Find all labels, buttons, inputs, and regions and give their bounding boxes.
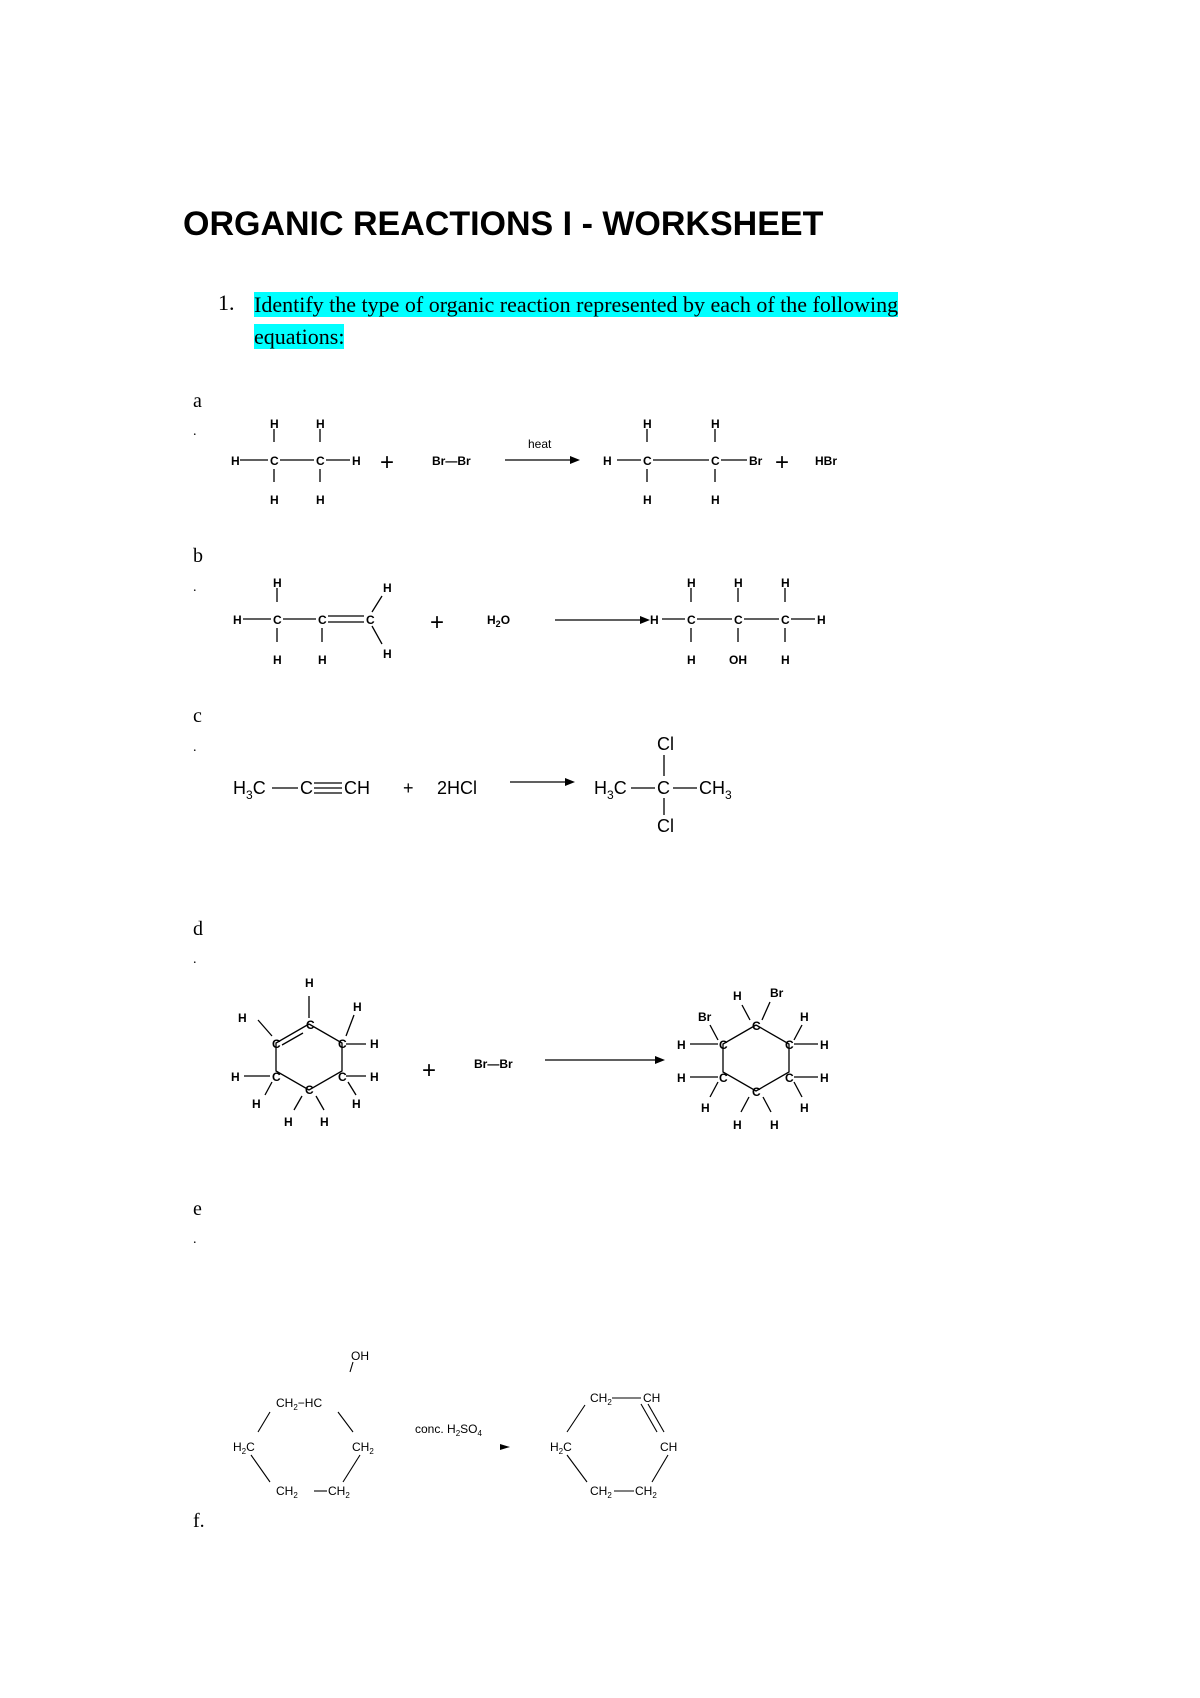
reaction-a-plus-1: +: [380, 449, 395, 476]
svg-text:H: H: [677, 1071, 686, 1085]
svg-text:CH: CH: [643, 1391, 661, 1405]
svg-text:Cl: Cl: [657, 734, 674, 754]
svg-text:C: C: [719, 1071, 728, 1085]
svg-text:H: H: [383, 647, 392, 661]
svg-text:CH: CH: [344, 778, 370, 798]
svg-text:H: H: [383, 581, 392, 595]
svg-text:C: C: [657, 778, 670, 798]
svg-text:C: C: [305, 1083, 314, 1097]
svg-text:C: C: [338, 1037, 347, 1051]
svg-text:H: H: [800, 1101, 809, 1115]
svg-text:C: C: [781, 613, 790, 627]
reaction-b-plus: +: [430, 609, 445, 636]
reaction-c-plus: +: [403, 778, 414, 798]
svg-text:OH: OH: [729, 653, 747, 667]
svg-text:H: H: [316, 493, 325, 507]
reaction-e-reactant-cyclohexanol: [233, 1349, 374, 1500]
svg-text:CH3: $CH_3$: [699, 778, 732, 802]
svg-text:H: H: [231, 454, 240, 468]
reaction-d-plus: +: [422, 1057, 437, 1084]
svg-text:H: H: [650, 613, 659, 627]
reaction-a-reagent: Br—Br: [432, 454, 471, 468]
svg-text:C: C: [785, 1038, 794, 1052]
svg-text:H: H: [770, 1118, 779, 1132]
part-marker-b: .: [193, 580, 197, 595]
reaction-e-arrow-icon: [500, 1444, 510, 1450]
svg-text:H: H: [733, 1118, 742, 1132]
svg-text:H: H: [781, 653, 790, 667]
svg-text:C: C: [643, 454, 652, 468]
reaction-b-reagent: $H_2O$: [487, 613, 511, 629]
reaction-d-reagent: Br—Br: [474, 1057, 513, 1071]
svg-text:C: C: [272, 1070, 281, 1084]
part-marker-e: .: [193, 1232, 197, 1247]
svg-text:H: H: [711, 493, 720, 507]
svg-text:H: H: [238, 1011, 247, 1025]
svg-text:C: C: [273, 613, 282, 627]
svg-text:C: C: [366, 613, 375, 627]
svg-text:H: H: [233, 613, 242, 627]
svg-text:Br: Br: [698, 1010, 712, 1024]
svg-text:H: H: [733, 989, 742, 1003]
svg-text:C: C: [300, 778, 313, 798]
part-marker-a: .: [193, 424, 197, 439]
svg-text:H: H: [820, 1038, 829, 1052]
svg-text:C: C: [719, 1038, 728, 1052]
svg-text:H: H: [270, 493, 279, 507]
svg-text:CH2: $CH_2$: [635, 1484, 657, 1500]
svg-text:H: H: [817, 613, 826, 627]
svg-text:H3C: $H_3C$: [233, 778, 266, 802]
question-number: 1.: [218, 290, 235, 315]
svg-text:H: H: [252, 1097, 261, 1111]
svg-text:OH: OH: [351, 1349, 369, 1363]
svg-text:H: H: [820, 1071, 829, 1085]
part-label-a: a: [193, 390, 202, 412]
svg-text:H: H: [701, 1101, 710, 1115]
svg-text:C: C: [687, 613, 696, 627]
svg-text:CH: CH: [660, 1440, 678, 1454]
svg-text:C: C: [338, 1070, 347, 1084]
reaction-c-reagent: 2HCl: [437, 778, 478, 798]
svg-text:H3C: $H_3C$: [594, 778, 627, 802]
svg-text:C: C: [711, 454, 720, 468]
svg-text:C: C: [318, 613, 327, 627]
svg-text:CH2−HC: $CH_2-HC$: [276, 1396, 323, 1412]
svg-text:C: C: [752, 1019, 761, 1033]
svg-text:Br: Br: [770, 986, 784, 1000]
svg-text:H: H: [781, 576, 790, 590]
svg-text:H: H: [687, 653, 696, 667]
svg-text:Br: Br: [749, 454, 763, 468]
svg-text:H: H: [370, 1037, 379, 1051]
svg-text:C: C: [316, 454, 325, 468]
svg-text:H: H: [643, 417, 652, 431]
svg-text:CH2: $CH_2$: [590, 1391, 612, 1407]
svg-text:C: C: [270, 454, 279, 468]
svg-text:H: H: [316, 417, 325, 431]
svg-text:H: H: [273, 653, 282, 667]
svg-text:CH2: $CH_2$: [352, 1440, 374, 1456]
svg-text:Cl: Cl: [657, 816, 674, 836]
svg-text:C: C: [306, 1018, 315, 1032]
svg-text:H: H: [305, 976, 314, 990]
page-title: ORGANIC REACTIONS I - WORKSHEET: [183, 205, 824, 243]
svg-text:H: H: [643, 493, 652, 507]
part-label-c: c: [193, 705, 202, 727]
svg-text:H: H: [800, 1010, 809, 1024]
svg-text:H: H: [270, 417, 279, 431]
svg-text:H: H: [231, 1070, 240, 1084]
svg-text:CH2: $CH_2$: [328, 1484, 350, 1500]
svg-text:C: C: [752, 1085, 761, 1099]
svg-text:H: H: [320, 1115, 329, 1129]
svg-text:C: C: [734, 613, 743, 627]
svg-text:CH2: $CH_2$: [276, 1484, 298, 1500]
svg-text:C: C: [272, 1037, 281, 1051]
svg-text:H: H: [711, 417, 720, 431]
svg-text:H: H: [352, 454, 361, 468]
svg-text:H: H: [273, 576, 282, 590]
svg-text:CH2: $CH_2$: [590, 1484, 612, 1500]
svg-text:H: H: [734, 576, 743, 590]
svg-text:H2C: $H_2C$: [550, 1440, 572, 1456]
reaction-a-arrow-label: heat: [528, 437, 552, 451]
svg-text:H: H: [352, 1097, 361, 1111]
question-text-highlighted: Identify the type of organic reaction represented by each of the following equations:: [254, 292, 899, 349]
part-label-b: b: [193, 545, 203, 567]
part-marker-c: .: [193, 740, 197, 755]
svg-text:C: C: [785, 1071, 794, 1085]
part-marker-d: .: [193, 952, 197, 967]
svg-text:H: H: [284, 1115, 293, 1129]
svg-text:H: H: [687, 576, 696, 590]
svg-text:H: H: [677, 1038, 686, 1052]
part-label-f: f.: [193, 1510, 205, 1532]
svg-text:H: H: [603, 454, 612, 468]
reaction-a-byproduct: HBr: [815, 454, 838, 468]
svg-text:H: H: [353, 1000, 362, 1014]
svg-text:H2C: $H_2C$: [233, 1440, 255, 1456]
svg-text:H: H: [370, 1070, 379, 1084]
reaction-a-plus-2: +: [775, 449, 790, 476]
reaction-e-product-cyclohexene: [550, 1391, 677, 1500]
part-label-d: d: [193, 918, 203, 940]
reaction-e-arrow-label: conc. $H_2SO_4$: [415, 1422, 482, 1438]
part-label-e: e: [193, 1198, 202, 1220]
svg-text:H: H: [318, 653, 327, 667]
